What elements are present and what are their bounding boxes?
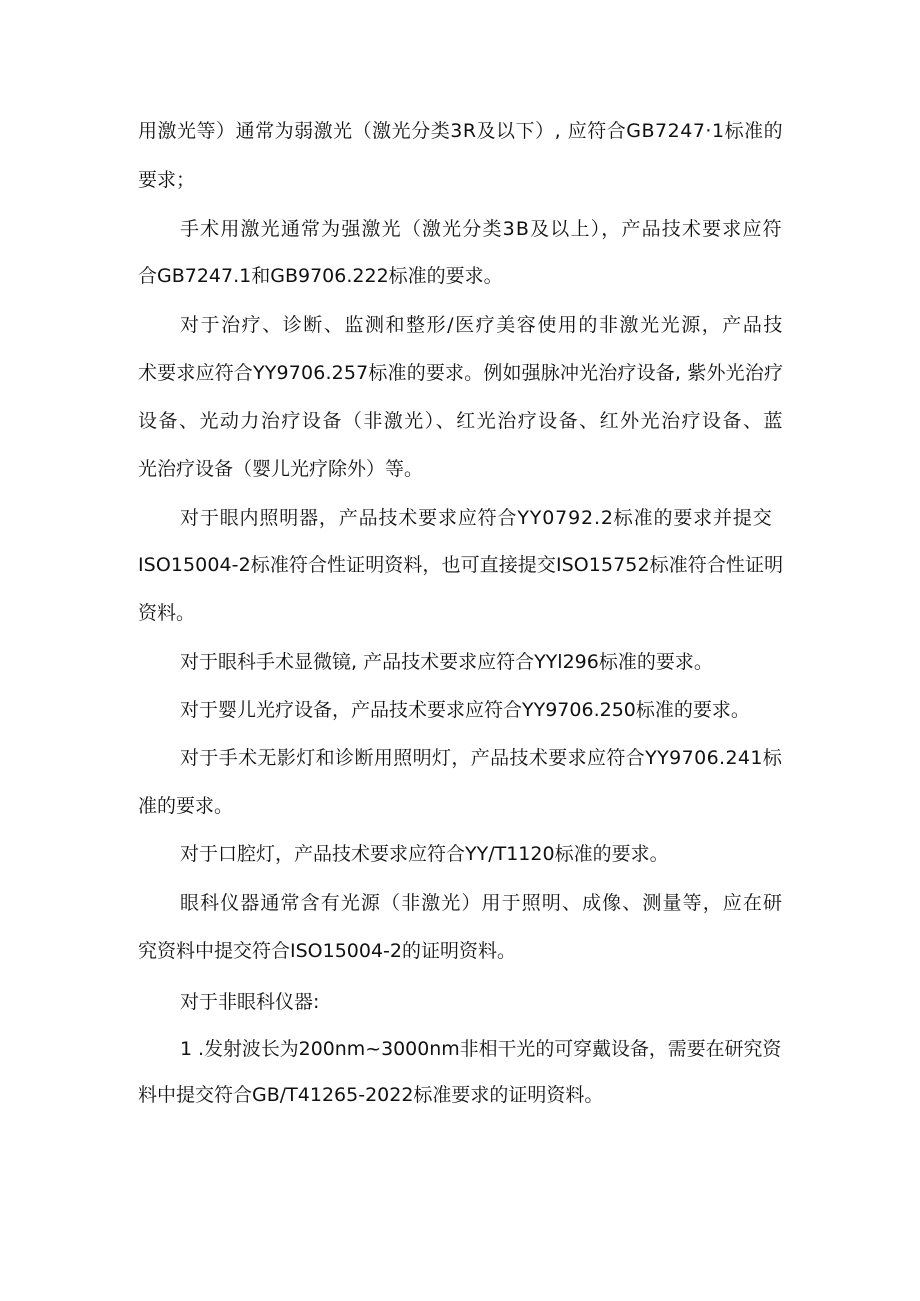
text-line: 对于非眼科仪器: xyxy=(180,991,320,1013)
text-line: 对于口腔灯，产品技术要求应符合YY/T1120标准的要求。 xyxy=(180,843,669,865)
text-line: 合GB7247.1和GB9706.222标准的要求。 xyxy=(138,265,503,287)
text-line: 对于眼科手术显微镜, 产品技术要求应符合YYl296标准的要求。 xyxy=(180,651,713,673)
text-line: 用激光等）通常为弱激光（激光分类3R及以下）, 应符合GB7247·1标准的 xyxy=(138,120,784,142)
text-line: 光治疗设备（婴儿光疗除外）等。 xyxy=(138,458,424,480)
text-line: 眼科仪器通常含有光源（非激光）用于照明、成像、测量等，应在研 xyxy=(180,892,784,914)
text-line: 对于手术无影灯和诊断用照明灯，产品技术要求应符合YY9706.241标 xyxy=(180,747,783,769)
text-line: 料中提交符合GB/T41265-2022标准要求的证明资料。 xyxy=(138,1084,604,1106)
text-line: 手术用激光通常为强激光（激光分类3B及以上），产品技术要求应符 xyxy=(180,218,783,240)
text-line: 对于眼内照明器，产品技术要求应符合YY0792.2标准的要求并提交 xyxy=(180,507,773,529)
text-line: 究资料中提交符合ISO15004-2的证明资料。 xyxy=(138,940,517,962)
text-line: 资料。 xyxy=(138,602,196,624)
text-line: 术要求应符合YY9706.257标准的要求。例如强脉冲光治疗设备, 紫外光治疗 xyxy=(138,362,784,384)
text-line: 设备、光动力治疗设备（非激光）、红光治疗设备、红外光治疗设备、蓝 xyxy=(138,410,784,432)
text-line: ISO15004-2标准符合性证明资料，也可直接提交ISO15752标准符合性证明 xyxy=(138,554,784,576)
text-line: 对于治疗、诊断、监测和整形/医疗美容使用的非激光光源，产品技 xyxy=(180,314,784,336)
text-line: 要求； xyxy=(138,169,196,191)
text-line: 对于婴儿光疗设备，产品技术要求应符合YY9706.250标准的要求。 xyxy=(180,699,750,721)
text-line: 1 .发射波长为200nm~3000nm非相干光的可穿戴设备，需要在研究资 xyxy=(180,1038,782,1060)
text-line: 准的要求。 xyxy=(138,795,234,817)
